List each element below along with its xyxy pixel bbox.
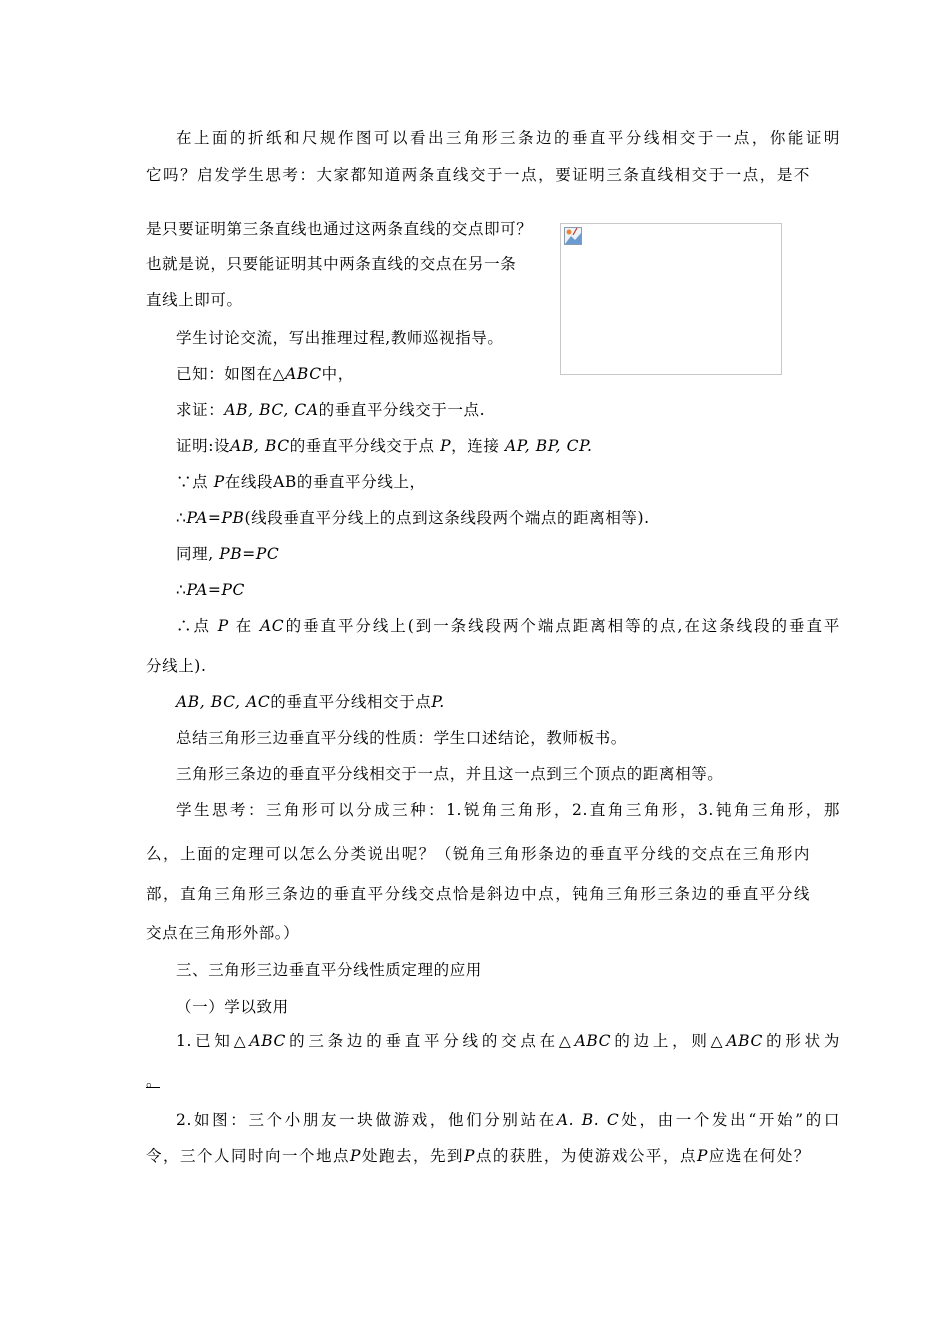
paragraph-line: 总结三角形三边垂直平分线的性质：学生口述结论，教师板书。 xyxy=(176,729,627,747)
question-2 xyxy=(176,1110,840,1130)
proof-line xyxy=(176,436,593,456)
math: PA=PB xyxy=(186,509,245,527)
math: ABC xyxy=(726,1032,763,1050)
math: PB=PC xyxy=(219,545,280,563)
text: 在 xyxy=(235,617,254,635)
text: ∴ xyxy=(176,509,187,527)
text: 处，由一个发出“开始”的口 xyxy=(619,1111,840,1129)
text: 点的获胜，为使游戏公平，点 xyxy=(475,1147,697,1165)
figure-placeholder xyxy=(560,223,782,375)
text: 同理, xyxy=(176,545,214,563)
text: 的边上，则△ xyxy=(611,1032,727,1050)
text: 已知：如图在△ xyxy=(176,365,286,383)
paragraph-line: 么，上面的定理可以怎么分类说出呢？（锐角三角形条边的垂直平分线的交点在三角形内 xyxy=(146,845,810,863)
math: AC xyxy=(260,617,285,635)
paragraph-line: 部，直角三角形三条边的垂直平分线交点恰是斜边中点，钝角三角形三条边的垂直平分线 xyxy=(146,885,810,903)
math: A. B. C xyxy=(556,1111,620,1129)
subsection-heading: （一）学以致用 xyxy=(176,998,289,1016)
text: 处跑去，先到 xyxy=(361,1147,464,1165)
paragraph-line: 是只要证明第三条直线也通过这两条直线的交点即可？ xyxy=(146,220,533,238)
text: 1.已知△ xyxy=(176,1032,250,1050)
proof-step xyxy=(176,472,426,492)
paragraph-line: 学生思考：三角形可以分成三种：1.锐角三角形，2.直角三角形，3.钝角三角形，那 xyxy=(176,801,840,819)
text: 。 xyxy=(146,1072,163,1090)
text: ∴ xyxy=(176,581,187,599)
text: 的垂直平分线相交于点 xyxy=(270,693,432,711)
text: ∴点 xyxy=(176,617,211,635)
text: 应选在何处？ xyxy=(707,1147,810,1165)
math: P xyxy=(217,617,229,635)
math: P xyxy=(696,1147,708,1165)
proof-step xyxy=(176,616,840,636)
text: 的垂直平分线交于点 xyxy=(289,437,435,455)
prove-line xyxy=(176,400,485,420)
known-line xyxy=(176,364,354,384)
math: AB, BC, CA xyxy=(224,401,319,419)
text: ∵点 xyxy=(176,473,209,491)
math: PA=PC xyxy=(186,581,245,599)
text: 在线段AB的垂直平分线上， xyxy=(224,473,426,491)
proof-conclusion xyxy=(176,692,445,712)
broken-image-icon xyxy=(564,227,582,245)
proof-step xyxy=(176,544,279,564)
math: ABC xyxy=(285,365,322,383)
text: 中， xyxy=(321,365,354,383)
text: 的形状为 xyxy=(762,1032,840,1050)
text: 证明:设 xyxy=(176,437,231,455)
text: 的垂直平分线交于一点. xyxy=(318,401,486,419)
math: AB, BC, AC xyxy=(176,693,271,711)
text: 求证： xyxy=(176,401,225,419)
math: ABC xyxy=(574,1032,612,1050)
paragraph-line: 学生讨论交流，写出推理过程,教师巡视指导。 xyxy=(176,329,504,347)
text: 的三条边的垂直平分线的交点在△ xyxy=(285,1032,575,1050)
text: (线段垂直平分线上的点到这条线段两个端点的距离相等). xyxy=(244,509,650,527)
proof-step xyxy=(176,580,245,600)
question-1 xyxy=(176,1031,840,1051)
proof-step: 分线上). xyxy=(146,657,207,675)
math: AB, BC xyxy=(230,437,290,455)
math: P xyxy=(463,1147,476,1165)
math: P xyxy=(213,473,225,491)
math: ABC xyxy=(249,1032,286,1050)
paragraph-line: 直线上即可。 xyxy=(146,291,243,309)
answer-blank[interactable] xyxy=(146,1071,163,1090)
text: ，连接 xyxy=(451,437,500,455)
paragraph-line: 也就是说，只要能证明其中两条直线的交点在另一条 xyxy=(146,255,517,273)
proof-step xyxy=(176,508,650,528)
text: 2.如图：三个小朋友一块做游戏，他们分别站在 xyxy=(176,1111,557,1129)
paragraph-line: 它吗？启发学生思考：大家都知道两条直线交于一点，要证明三条直线相交于一点，是不 xyxy=(146,166,810,184)
question-2-cont xyxy=(146,1146,810,1166)
math: P xyxy=(350,1147,362,1165)
text: 的垂直平分线上(到一条线段两个端点距离相等的点,在这条线段的垂直平 xyxy=(284,617,840,635)
paragraph-line: 在上面的折纸和尺规作图可以看出三角形三条边的垂直平分线相交于一点，你能证明 xyxy=(176,129,840,147)
math: P. xyxy=(431,693,445,711)
paragraph-line: 交点在三角形外部。） xyxy=(146,924,300,942)
math: P xyxy=(440,437,452,455)
section-heading: 三、三角形三边垂直平分线性质定理的应用 xyxy=(176,961,482,979)
text: 令，三个人同时向一个地点 xyxy=(146,1147,351,1165)
answer-blank-line xyxy=(146,1068,163,1090)
math: AP, BP, CP. xyxy=(505,437,593,455)
paragraph-line: 三角形三条边的垂直平分线相交于一点，并且这一点到三个顶点的距离相等。 xyxy=(176,765,724,783)
